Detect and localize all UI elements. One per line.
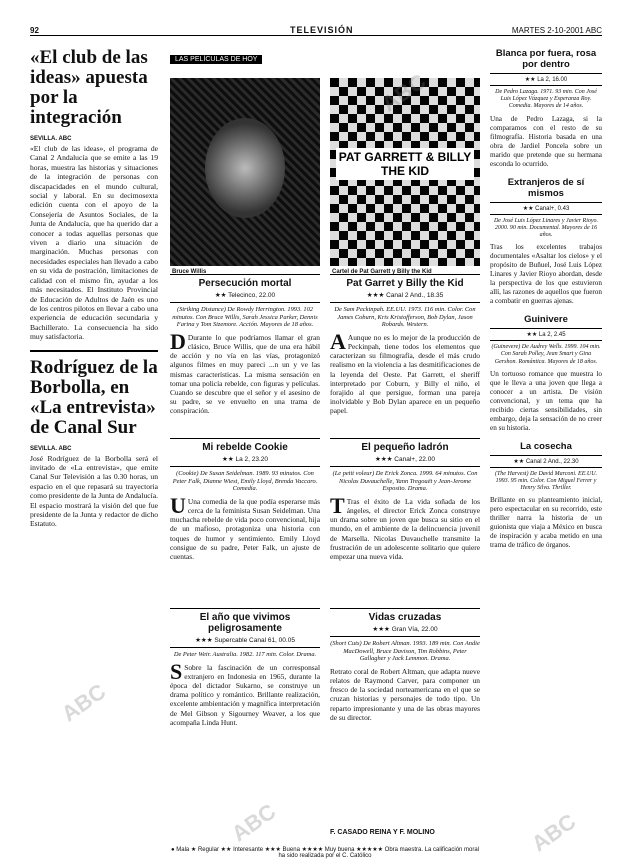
article1-headline: «El club de las ideas» apuesta por la integración: [30, 48, 148, 128]
page-header: [30, 22, 602, 36]
film-title: El año que vivimos peligrosamente: [170, 608, 320, 634]
film-credits: De Peter Weir. Australia. 1982. 117 min. Color. Drama.: [173, 651, 317, 658]
article2-body: José Rodríguez de la Borbolla será el invitado de «La entrevista», que emite Canal Sur Televisión a las 0.30 horas, un espacio en el que repasará su trayectoria como presidente de la Junta de Andalucía. El espacio mostrará la visión del que fue presidente de la Junta y redactor de dicho Estatuto.: [30, 453, 158, 529]
film-card: [330, 274, 480, 434]
film-card: [490, 314, 602, 433]
film-review: Tras los excelentes trabajos documentales «Asaltar los cielos» y el propósito de Buñuel, José Luis López Linares y Javier Rioyo abordan, desde la perspectiva de los que estuvieron allí, las razones de aquellos que fueron a combatir en guerras ajenas.: [490, 243, 602, 306]
film-rating: ★★★ Canal+, 22.00: [330, 453, 480, 467]
poster-photo: [330, 78, 480, 266]
film-card: [490, 177, 602, 307]
watermark: ABC: [226, 798, 281, 847]
film-review: D Durante lo que podríamos llamar el gran clásico, Bruce Willis, que de una era hábil de acción y no vía en las vías, protagonizó algunos filmes en muy pareci ...n un y ve las mismas características. La misma sensación en tomar una policía rebelde, con figuras y películas. Cuando se descubre que el señor y el asesino de su padre, se ve envuelto en una trama de conspiración.: [170, 328, 320, 416]
film-rating: ★★★ Supercable Canal 61, 00.05: [170, 634, 320, 648]
film-credits: (Striking Distance) De Rowdy Herrington. 1993. 102 minutos. Con Bruce Willis, Sarah Jessica Parker, Dennis Farina y Tom Sizemore. Acción. Mayores de 18 años.: [172, 306, 318, 329]
poster-title: PAT GARRETT & BILLY THE KID: [336, 148, 474, 180]
article1-location: SEVILLA. ABC: [30, 136, 72, 142]
film-title: Extranjeros de sí mismos: [507, 176, 585, 199]
film-rating: ★★ La 2, 23.20: [170, 453, 320, 467]
section-sticker: LAS PELÍCULAS DE HOY: [170, 55, 262, 64]
byline: F. CASADO REINA Y F. MOLINO: [330, 829, 435, 836]
film-title: Vidas cruzadas: [330, 608, 480, 623]
film-rating: ★★★ Gran Vía, 22.00: [330, 623, 480, 637]
film-card: [490, 441, 602, 551]
film-title: Persecución mortal: [170, 274, 320, 289]
film-credits: De Sam Peckinpah. EE.UU. 1973. 116 min. Color. Con James Coburn, Kris Kristofferson, Bob Dylan, Jason Robards. Western.: [334, 306, 476, 329]
film-credits: (Short Cuts) De Robert Altman. 1993. 189 min. Con Andie MacDowell, Bruce Davison, Tim Robbins, Peter Gallagher y Jack Lemmon. Drama.: [330, 640, 480, 663]
article1-body: «El club de las ideas», el programa de Canal 2 Andalucía que se emite a las 19 horas, muestra las historias y situaciones de la integración de personas con discapacidades en el mundo cultural, social y laboral. En su decimosexta edición cuenta con el apoyo de la Consejería de Asuntos Sociales, de la Junta de Andalucía, que ha querido dar a conocer a todas aquellas personas que viven a diario una situación de marginación. Muchas personas con necesidades especiales han llevado a cabo en su vida de postración, limitaciones de calidad con el mismo fin, ayudar a los más necesitados. El Instituto Provincial de Educación de Adultos de Jaén es uno de los centros pilotos en llevar a cabo una experiencia de educación secundaria y Bachillerato. La consecuencia ha sido muy satisfactoria.: [30, 144, 158, 342]
issue-date: MARTES 2-10-2001 ABC: [511, 26, 602, 35]
film-credits: De Pedro Lazaga. 1971. 93 min. Con José Luis López Vázquez y Esperanza Roy. Comedia. Mayores de 14 años.: [495, 89, 597, 110]
film-rating: ★★ La 2, 16.00: [490, 73, 602, 86]
film-review: Una de Pedro Lazaga, si la comparamos con el resto de su filmografía. Historia basada en una obra de Jardiel Poncela sobre un marido que pretende que su hermana esconda lo ocurrido.: [490, 114, 602, 168]
left-column: [30, 48, 158, 848]
film-card: [330, 608, 480, 823]
bruce-willis-photo: [170, 78, 320, 266]
film-card: [170, 438, 320, 603]
film-title: Blanca por fuera, rosa por dentro: [495, 48, 597, 70]
right-column: [490, 48, 602, 848]
page-number: 92: [30, 26, 39, 35]
film-title: Pat Garret y Billy the Kid: [330, 274, 480, 289]
film-review: Brillante en su planteamiento inicial, pero espectacular en su recorrido, este thriller narra la historia de un guionista que viaja a México en busca de inspiración y acaba metido en una trama de tráfico de órganos.: [490, 496, 602, 550]
film-rating: ★★ Canal 2 And., 22.30: [490, 455, 602, 468]
photo1-caption: Bruce Willis: [172, 269, 207, 275]
watermark: ABC: [56, 678, 111, 727]
film-credits: (Guinevere) De Audrey Wells. 1999. 104 min. Con Sarah Polley, Jean Smart y Gina Gershon. Romántica. Mayores de 18 años.: [491, 344, 601, 365]
film-rating: ★★ La 2, 2.45: [490, 328, 602, 341]
film-credits: (Le petit voleur) De Erick Zonca. 1999. 64 minutos. Con Nicolas Duvauchelle, Yann Tregouët y Jean-Jerome Esposito. Drama.: [332, 470, 478, 493]
film-title: La cosecha: [520, 440, 572, 452]
film-review: T Tras el éxito de La vida soñada de los ángeles, el director Erick Zonca construye un drama sobre un joven que busca su sitio en el mundo, en el ambiente de la delincuencia juvenil de Marsella. Nicolas Duvauchelle transmite la frustración de un adolescente solitario que quiere empezar una nueva vida.: [330, 492, 480, 561]
watermark: ABC: [526, 808, 581, 857]
photo2-caption: Cartel de Pat Garrett y Billy the Kid: [332, 269, 432, 275]
film-review: Un tortuoso romance que muestra lo que le lleva a una joven que llega a conocer a un artista. De visión convencional, y un tema que ha recibido ciertas sensibilidades, sin embargo, deja la sensación de no creer en su historia.: [490, 369, 602, 432]
article2-headline: Rodríguez de la Borbolla, en «La entrevista» de Canal Sur: [30, 356, 158, 438]
rating-legend: ● Mala ★ Regular ★★ Interesante ★★★ Buena ★★★★ Muy buena ★★★★★ Obra maestra. La calificación moral ha sido realizada por el C. Católico: [170, 847, 480, 859]
watermark: ABC: [376, 68, 431, 117]
film-card: [170, 608, 320, 828]
film-review: A Aunque no es lo mejor de la producción de Peckinpah, tiene todos los elementos que caracterizan su filmografía, desde el más crudo realismo en la violencia a las desmitificaciones de la leyenda del Oeste. Pat Garrett, el sheriff interpretado por Coburn, y Billy el niño, el forajido al que persigue, forman una pareja inolvidable y Bob Dylan aparece en un pequeño papel.: [330, 328, 480, 416]
film-title: El pequeño ladrón: [330, 438, 480, 453]
article-divider: [30, 350, 158, 352]
film-rating: ★★ Telecinco, 22.00: [170, 289, 320, 303]
film-rating: ★★★ Canal 2 And., 18.35: [330, 289, 480, 303]
film-card: [170, 274, 320, 434]
film-credits: (The Harvest) De David Marconi. EE.UU. 1993. 95 min. Color. Con Miguel Ferrer y Henry Silva. Thriller.: [494, 470, 598, 492]
section-title: TELEVISIÓN: [290, 25, 354, 35]
film-review: U Una comedia de la que podía esperarse más cerca de la feminista Susan Seidelman. Una muchacha rebelde de vida poco convencional, hija de un mafioso, protagoniza una historia con toques de humor y sentimiento. Emily Lloyd consigue de su padre, Peter Falk, un ajuste de cuentas.: [170, 492, 320, 561]
film-title: Guinivere: [524, 314, 568, 326]
film-title: Mi rebelde Cookie: [170, 438, 320, 453]
film-card: [490, 48, 602, 169]
film-review: S Sobre la fascinación de un corresponsal extranjero en Indonesia en 1965, durante la época del dictador Sukarno, se construye un drama político y romántico. Brillante realización, excelente ambientación y magnífica interpretación de Mel Gibson y Sigourney Weaver, a los que acompaña Linda Hunt.: [170, 658, 320, 727]
article2-location: SEVILLA. ABC: [30, 445, 72, 452]
films-section: [170, 48, 480, 848]
film-credits: (Cookie) De Susan Seidelman. 1989. 93 minutos. Con Peter Falk, Dianne Wiest, Emily Lloyd, Brenda Vaccaro. Comedia.: [172, 470, 318, 493]
film-credits: De José Luis López Linares y Javier Rioyo. 2000. 90 min. Documental. Mayores de 16 años.: [493, 217, 599, 239]
film-rating: ★★ Canal+, 0.43: [490, 202, 602, 215]
film-card: [330, 438, 480, 603]
film-review: Retrato coral de Robert Altman, que adapta nueve relatos de Raymond Carver, para componer un fresco de la sociedad norteamericana en el que se cruzan historias y personajes de todo tipo. Un reparto impresionante y una de las obras mayores de su director.: [330, 666, 480, 722]
